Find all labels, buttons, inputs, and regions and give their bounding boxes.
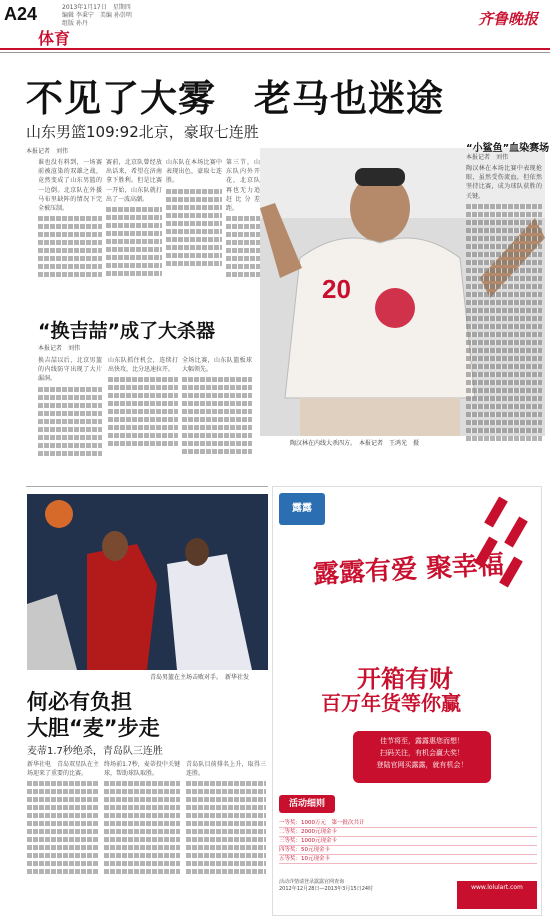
qingdao-col-2-text: 终场前1.7秒，麦蒂投中关键球，帮助球队取胜。 [104, 761, 180, 778]
ad-main-line2: 百万年货等你赢 [321, 691, 461, 715]
jersey-number: 20 [322, 274, 351, 304]
main-col-1-text: 谁也没有料到，一场赛前被渲染的双雄之战，竟然变成了山东男篮的一边倒。北京队在外援马布里缺阵的情况下完全被压制。 [38, 159, 102, 213]
website-link[interactable]: www.lolulart.com [471, 884, 523, 891]
lulu-advertisement[interactable] [272, 486, 542, 916]
qingdao-col-2 [104, 760, 180, 916]
page-number: A24 [4, 4, 38, 24]
paper-logo: 齐鲁晚报 [477, 10, 538, 28]
ad-footer-text: 活动详情请登录露露官网查询 [279, 879, 345, 885]
photo2-caption: 青岛男篮在主场击败对手。 新华社发 [150, 674, 250, 681]
second-col-3 [182, 356, 252, 482]
ad-main-line1: 开箱有财 [357, 665, 453, 693]
second-col-2-text: 山东队抓住机会，连续打出快攻，比分迅速拉开。 [108, 357, 178, 374]
side-col [466, 164, 542, 482]
date-text: 2013年1月17日 星期四 [62, 4, 131, 11]
qingdao-col-3-text: 青岛队目前排名上升，取得三连胜。 [186, 761, 266, 778]
main-col-4 [226, 158, 260, 308]
main-subhead: 山东男篮109:92北京，豪取七连胜 [26, 123, 259, 141]
second-col-1 [38, 356, 102, 482]
prize-row: 二等奖：2000元现金卡 [279, 828, 537, 837]
ad-date-range: 2012年12月28日—2013年3月15日24时 [279, 886, 374, 892]
prize-row: 五等奖：10元现金卡 [279, 855, 537, 864]
header-rule-thin [0, 52, 550, 53]
brand-logo: 露露 [279, 493, 325, 525]
second-col-3-text: 全场比赛，山东队篮板球大幅领先。 [182, 357, 252, 374]
ad-footer [279, 879, 537, 913]
game-photo [27, 494, 268, 670]
dateline [62, 4, 132, 28]
main-col-3-text: 山东队在本场比赛中表现出色，豪取七连胜。 [166, 159, 222, 185]
qingdao-headline-line2: 大胆“麦”步走 [27, 716, 160, 740]
proof-text: 组版 孙丹 [62, 20, 88, 27]
main-col-1 [38, 158, 102, 308]
main-col-3 [166, 158, 222, 308]
main-col-2 [106, 158, 162, 308]
prize-table [279, 819, 537, 864]
divider [26, 486, 268, 487]
qingdao-col-3 [186, 760, 266, 916]
second-col-1-text: 换吉喆以后，北京男篮的内线防守出现了大片漏洞。 [38, 357, 102, 383]
main-headline: 不见了大雾 老马也迷途 [26, 77, 444, 120]
header-rule [0, 48, 550, 50]
main-byline: 本报记者 刘伟 [26, 148, 69, 155]
ad-slogan: 露露有爱 聚幸福 [312, 550, 505, 590]
main-col-2-text: 赛前，北京队曾经放出话来，希望在济南拿下胜利。但是比赛一开始，山东队就打出了一波高潮。 [106, 159, 162, 203]
website-box[interactable] [457, 881, 537, 909]
main-col-4-text: 第三节，山东队内外开花，北京队再也无力追赶比分差距。 [226, 159, 260, 213]
ad-banner[interactable]: 佳节将至，露露惠您而想！ 扫码关注，有机会赢大奖！ 登陆官网买露露，就有机会！ [353, 731, 491, 783]
qingdao-col-1 [27, 760, 99, 916]
game-photo-illustration [27, 494, 268, 670]
section-title: 体育 [38, 29, 71, 48]
prize-row: 三等奖：1000元现金卡 [279, 837, 537, 846]
rules-badge: 活动细则 [279, 795, 335, 813]
second-col-2 [108, 356, 178, 482]
qingdao-subhead: 麦蒂1.7秒绝杀，青岛队三连胜 [27, 746, 163, 757]
second-headline: “换吉喆”成了大杀器 [38, 320, 215, 342]
qingdao-col-1-text: 新华社电 青岛双星队在主场迎来了重要的比赛。 [27, 761, 99, 778]
side-headline: “小鲨鱼”血染赛场 [466, 143, 550, 154]
prize-row: 四等奖：50元现金卡 [279, 846, 537, 855]
basketball-icon [45, 500, 73, 528]
editors-text: 编辑 李秉宁 美编 孙崇明 [62, 12, 132, 19]
prize-row: 一等奖：1000万元 第一批次共计 [279, 819, 537, 828]
side-col-text: 陶汉林在本场比赛中表现抢眼，虽然受伤流血，但依然坚持比赛，成为球队获胜的关键。 [466, 165, 542, 200]
second-byline: 本报记者 刘伟 [38, 345, 81, 352]
side-byline: 本报记者 刘伟 [466, 154, 509, 161]
qingdao-headline-line1: 何必有负担 [27, 690, 132, 714]
photo1-caption: 陶汉林在内线大杀四方。 本报记者 王鸿光 摄 [290, 440, 420, 447]
